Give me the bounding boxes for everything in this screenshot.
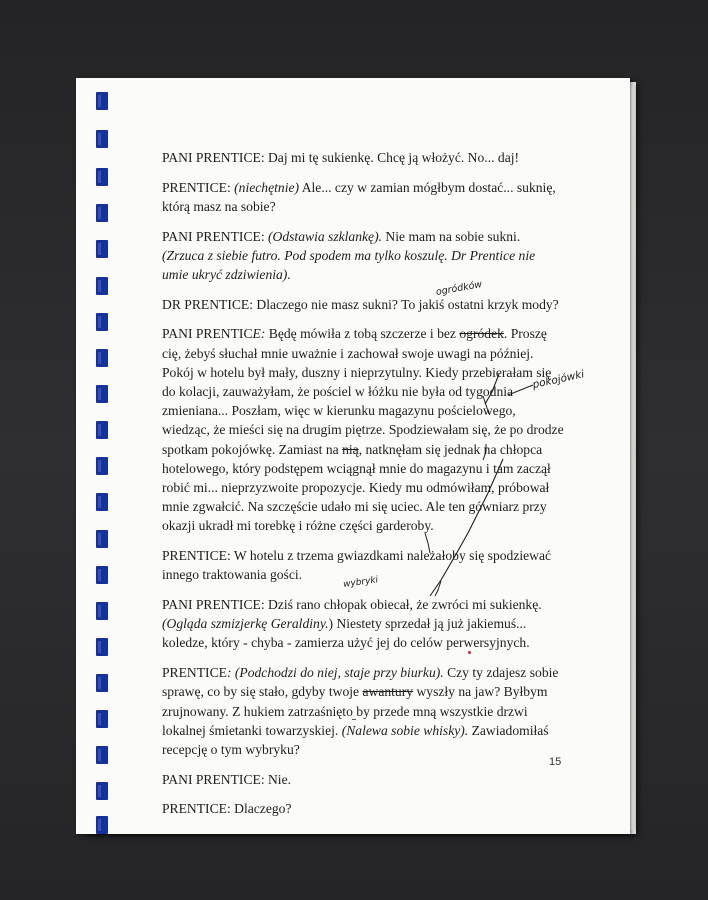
handwritten-correction: pokojówki [531, 368, 586, 391]
binding-ring [96, 168, 108, 186]
dialogue-text: DR PRENTICE: Dlaczego nie masz sukni? To jakiś ostatni krzyk mody? [162, 296, 559, 312]
dialogue-text: PRENTICE: W hotelu z trzema gwiazdkami należałoby się spodziewać innego traktowania gości. [162, 548, 552, 583]
binding-ring [96, 313, 108, 331]
binding-ring [96, 638, 108, 656]
dialogue-paragraph [162, 595, 564, 653]
binding-ring [96, 782, 108, 800]
dialogue-paragraph [162, 178, 564, 216]
dialogue-text: PANI PRENTICE: Nie. [162, 771, 292, 787]
dialogue-text: Czy ty zdajesz sobie sprawę, co by się stało, gdyby twoje [162, 665, 559, 700]
stray-mark [352, 719, 356, 720]
binding-ring [96, 602, 108, 620]
dialogue-text: . Proszę cię, żebyś słuchał mnie uważnie i zachował swoje uwagi na później. Pokój w hotelu był mały, duszny i nieprzytulny. Kiedy przebierałam się do kolacji, zauważyłam, że pościel w łóżku nie była od tygodnia zmieniana... Poszłam, więc w kierunku magazynu pościelowego, wiedząc, że mieści się na drugim piętrze. Spodziewałam się, że po drodze spotkam pokojówkę. Zamiast na [162, 326, 564, 457]
binding-ring [96, 746, 108, 764]
binding-ring [96, 493, 108, 511]
stage-direction: E: [252, 326, 266, 342]
binding-ring [96, 240, 108, 258]
binding-ring [96, 816, 108, 834]
dialogue-text: PANI PRENTICE: Daj mi tę sukienkę. Chcę ją włożyć. No... daj! [162, 150, 520, 165]
stage-direction: (Nalewa sobie whisky). [341, 722, 469, 738]
dialogue-text: wyszły na jaw? Byłbym zrujnowany. Z hukiem zatrzaśnięto by przede mną wszystkie drzwi lokalnej śmietanki towarzyskiej. [162, 684, 548, 738]
stage-direction: (niechętnie) [234, 179, 300, 195]
dialogue-paragraph [162, 799, 564, 818]
dialogue-text: Ale... czy w zamian mógłbym dostać... suknię, którą masz na sobie? [162, 179, 556, 214]
page-number: 15 [549, 756, 562, 768]
dialogue-text: PANI PRENTIC [162, 326, 253, 342]
dialogue-text: , natknęłam się jednak na chłopca hotelowego, który podstępem wciągnął mnie do magazynu i tam zaczął robić mi... nieprzyzwoite propozycje. Kiedy mu odmówiłam, próbował mnie zgwałcić. Na szczęście udało mi się uciec. Ale ten gówniarz przy okazji ukradł mi torebkę i różne części garderoby. [162, 441, 551, 534]
dialogue-text: PRENTICE [162, 665, 227, 681]
binding-ring [96, 674, 108, 692]
struck-word: nią [342, 441, 359, 457]
binding-ring [96, 277, 108, 295]
stage-direction: (Ogląda szmizjerkę Geraldiny. [162, 616, 329, 632]
binding-ring [96, 385, 108, 403]
dialogue-text: ) Niestety sprzedał ją już jakiemuś... koledze, który - chyba - zamierza użyć jej do celów perwersyjnych. [162, 616, 530, 651]
dialogue-text: PANI PRENTICE: Dziś rano chłopak obiecał, że zwróci mi sukienkę. [162, 597, 542, 613]
stage-direction: (Odstawia szklankę). [268, 228, 383, 244]
dialogue-text: PRENTICE: Dlaczego? [162, 801, 292, 817]
binding-ring [96, 349, 108, 367]
dialogue-paragraph [162, 227, 564, 285]
struck-word: ogródek [459, 326, 504, 342]
struck-word: awantury [362, 684, 414, 700]
binding-ring [96, 710, 108, 728]
dialogue-text: Zawiadomiłaś recepcję o tym wybryku? [162, 722, 549, 757]
dialogue-text: Będę mówiła z tobą szczerze i bez [265, 326, 460, 342]
binding-ring [96, 204, 108, 222]
binding-ring [96, 92, 108, 110]
dialogue-paragraph [162, 148, 564, 167]
script-text [162, 148, 564, 829]
dialogue-paragraph [162, 295, 564, 314]
handwritten-correction: ogródków [435, 279, 483, 298]
dialogue-paragraph [162, 324, 564, 535]
dialogue-text: PANI PRENTICE: [162, 228, 268, 244]
spiral-binding [96, 90, 108, 830]
dialogue-paragraph [162, 770, 564, 789]
dialogue-text: PRENTICE: [162, 179, 235, 195]
handwritten-correction: wybryki [342, 575, 379, 590]
binding-ring [96, 566, 108, 584]
stage-direction: (Zrzuca z siebie futro. Pod spodem ma tylko koszulę. Dr Prentice nie umie ukryć zdziwienia). [162, 247, 536, 283]
binding-ring [96, 130, 108, 148]
binding-ring [96, 421, 108, 439]
binding-ring [96, 530, 108, 548]
dialogue-paragraph [162, 663, 564, 759]
ink-dot [468, 651, 471, 654]
dialogue-text: Nie mam na sobie sukni. [382, 228, 521, 244]
binding-ring [96, 457, 108, 475]
stage-direction: : (Podchodzi do niej, staje przy biurku). [226, 665, 444, 681]
